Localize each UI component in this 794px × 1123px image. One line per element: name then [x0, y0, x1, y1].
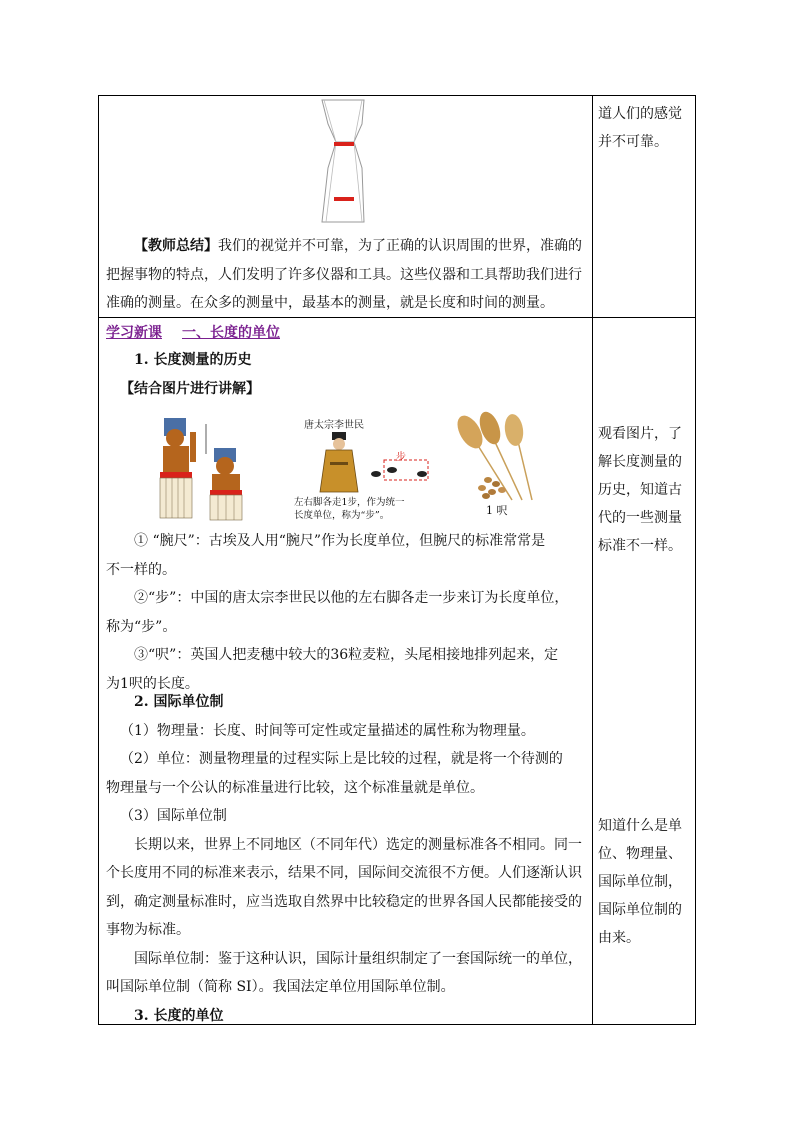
side-note-si [598, 812, 692, 952]
section-title-part1: 学习新课 [106, 325, 162, 341]
para1-line: 长期以来，世界上不同地区（不同年代）选定的测量标准各不相同。同一 [134, 836, 582, 853]
tang-caption-line: 长度单位，称为“步”。 [294, 510, 390, 521]
item2-line: ②“步”：中国的唐太宗李世民以他的左右脚各走一步来订为长度单位， [134, 590, 569, 606]
history-heading-block [106, 346, 260, 403]
side-note-line: 历史，知道古 [598, 482, 682, 498]
si-section [106, 688, 582, 1030]
summary-line: 我们的视觉并不可靠，为了正确的认识周围的世界，准确的 [218, 238, 582, 254]
side-note-line: 解长度测量的 [598, 454, 682, 470]
item1-line: 不一样的。 [106, 561, 176, 578]
para2-line: 国际单位制：鉴于这种认识，国际计量组织制定了一套国际统一的单位， [134, 950, 582, 967]
sub2-item2-line: （2）单位：测量物理量的过程实际上是比较的过程，就是将一个待测的 [120, 751, 563, 767]
side-note-line: 标准不一样。 [598, 538, 682, 554]
side-note-line: 道人们的感觉 [598, 106, 682, 122]
side-note-history [598, 420, 692, 560]
tang-caption-line: 左右脚各走1步，作为统一 [294, 497, 405, 508]
side-note-line: 并不可靠。 [598, 134, 668, 150]
side-note-line: 国际单位制， [598, 874, 682, 890]
para1-line: 事物为标准。 [106, 922, 190, 938]
egyptian-figures-image [150, 414, 260, 526]
chi-label: 1 呎 [486, 504, 508, 517]
side-note-line: 知道什么是单 [598, 818, 682, 834]
sub2-item2-line: 物理量与一个公认的标准量进行比较，这个标准量就是单位。 [106, 779, 484, 796]
sub1-title: 1. 长度测量的历史 [134, 352, 252, 368]
table-right-border [695, 95, 696, 1025]
side-note-top [598, 100, 692, 156]
red-band-upper [334, 142, 354, 146]
tang-taizong-image [292, 414, 432, 522]
side-note-line: 由来。 [598, 930, 640, 946]
section-title [106, 322, 280, 342]
side-note-line: 位、物理量、 [598, 846, 682, 862]
para1-line: 个长度用不同的标准来表示，结果不同，国际间交流很不方便。人们逐渐认识 [106, 865, 582, 881]
tang-name-label: 唐太宗李世民 [304, 420, 364, 431]
sub1-hint: 【结合图片进行讲解】 [120, 380, 260, 397]
side-note-line: 观看图片，了 [598, 426, 682, 442]
para2-line: 叫国际单位制（简称 SI）。我国法定单位用国际单位制。 [106, 979, 455, 995]
emperor-figure [316, 432, 362, 494]
sub2-title: 2. 国际单位制 [134, 694, 224, 710]
wheat-image [442, 410, 552, 520]
table-left-border [98, 95, 99, 1025]
red-band-lower [334, 197, 354, 201]
item3-line: ③“呎”：英国人把麦穗中较大的36粒麦粒，头尾相接地排列起来，定 [134, 647, 559, 663]
step-label: 步 [396, 452, 406, 463]
table-top-border [98, 95, 696, 96]
item1-line: ① “腕尺”：古埃及人用“腕尺”作为长度单位，但腕尺的标准常常是 [134, 533, 546, 549]
sub2-item1: （1）物理量：长度、时间等可定性或定量描述的属性称为物理量。 [120, 722, 535, 739]
summary-line: 把握事物的特点，人们发明了许多仪器和工具。这些仪器和工具帮助我们进行 [106, 266, 582, 283]
item3-line: 为1呎的长度。 [106, 675, 199, 692]
para1-line: 到，确定测量标准时，应当选取自然界中比较稳定的世界各国人民都能接受的 [106, 893, 582, 910]
history-items [106, 527, 568, 698]
side-note-line: 代的一些测量 [598, 510, 682, 526]
summary-tag: 【教师总结】 [134, 238, 218, 254]
summary-line: 准确的测量。在众多的测量中，最基本的测量，就是长度和时间的测量。 [106, 295, 554, 311]
item2-line: 称为“步”。 [106, 618, 177, 635]
sub3-title: 3. 长度的单位 [134, 1007, 224, 1024]
section-title-part2: 一、长度的单位 [182, 325, 280, 341]
optical-illusion-figure [318, 98, 372, 228]
table-column-divider [592, 95, 593, 1025]
side-note-line: 国际单位制的 [598, 902, 682, 918]
sub2-item3: （3）国际单位制 [120, 808, 227, 824]
wheat-ears-drawing [442, 410, 552, 504]
teacher-summary [106, 232, 582, 318]
